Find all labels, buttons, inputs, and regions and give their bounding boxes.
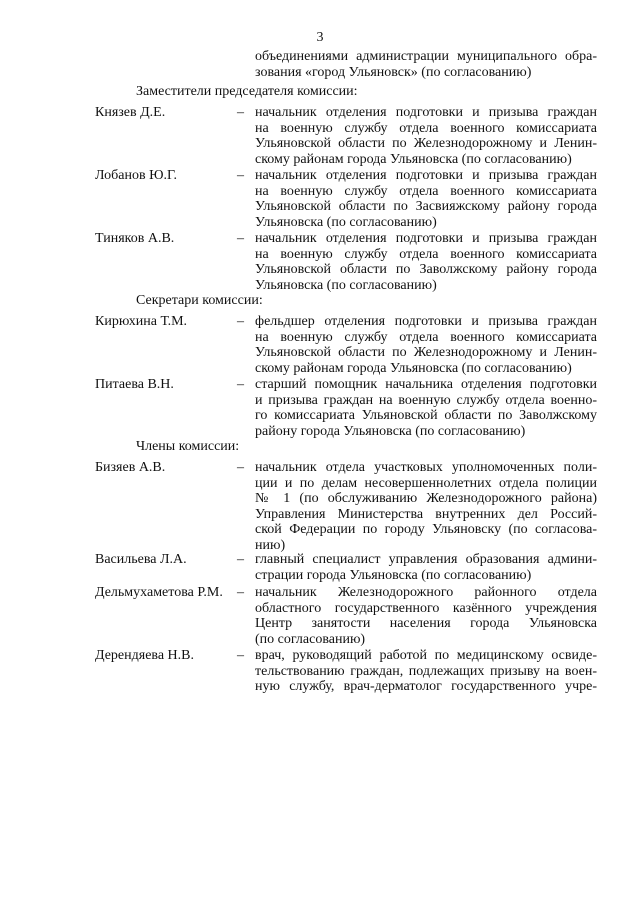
description-line: начальник Железнодорожного районного отдела (255, 585, 597, 600)
description-line: Ульяновской области по Железнодорожному и Ленин- (255, 136, 597, 152)
description-line: фельдшер отделения подготовки и призыва граждан (255, 314, 597, 329)
member-name: Кирюхина Т.М. (95, 314, 188, 329)
section-heading-members: Члены комиссии: (136, 439, 240, 454)
description-line: ской Федерации по городу Ульяновску (по согласова- (255, 522, 597, 538)
member-description (255, 168, 597, 230)
member-dash: – (237, 460, 244, 475)
description-line: нию) (255, 537, 286, 553)
description-line: на военную службу отдела военного комиссариата (255, 329, 597, 345)
member-name: Дерендяева Н.В. (95, 648, 195, 663)
member-dash: – (237, 314, 244, 329)
description-line: № 1 (по обслуживанию Железнодорожного района) (255, 491, 597, 507)
description-line: старший помощник начальника отделения подготовки (255, 377, 597, 392)
description-line: областного государственного казённого учреждения (255, 600, 597, 616)
page-number: 3 (316, 30, 324, 45)
member-dash: – (237, 105, 244, 120)
description-line: го комиссариата Ульяновской области по Заволжскому (255, 408, 597, 424)
section-heading-secretaries: Секретари комиссии: (136, 293, 263, 308)
member-dash: – (237, 377, 244, 392)
member-description (255, 585, 597, 647)
member-name: Питаева В.Н. (95, 377, 174, 392)
member-description (255, 460, 597, 554)
description-line: начальник отделения подготовки и призыва граждан (255, 168, 597, 183)
description-line: Ульяновской области по Железнодорожному и Ленин- (255, 345, 597, 361)
member-description (255, 648, 597, 695)
description-line: главный специалист управления образования админи- (255, 552, 597, 567)
member-name: Васильева Л.А. (95, 552, 187, 567)
member-description (255, 231, 597, 293)
description-line: и призыва граждан на военную службу отдела военно- (255, 392, 597, 408)
description-line: Управления Министерства внутренних дел Россий- (255, 506, 597, 522)
intro-line: объединениями администрации муниципального обра- (255, 49, 597, 64)
intro-line: зования «город Ульяновск» (по согласованию) (255, 64, 532, 80)
description-line: врач, руководящий работой по медицинскому освиде- (255, 648, 597, 663)
description-line: Ульяновска (по согласованию) (255, 277, 437, 293)
description-line: (по согласованию) (255, 631, 366, 647)
description-line: страции города Ульяновска (по согласованию) (255, 567, 532, 583)
description-line: начальник отделения подготовки и призыва граждан (255, 105, 597, 120)
description-line: Ульяновска (по согласованию) (255, 214, 437, 230)
member-description (255, 377, 597, 439)
member-dash: – (237, 231, 244, 246)
member-name: Князев Д.Е. (95, 105, 166, 120)
description-line: ную службу, врач-дерматолог государственного учре- (255, 679, 597, 695)
member-name: Дельмухаметова Р.М. (95, 585, 223, 600)
description-line: Ульяновской области по Заволжскому району города (255, 262, 597, 278)
member-name: Бизяев А.В. (95, 460, 166, 475)
member-description (255, 552, 597, 583)
description-line: Центр занятости населения города Ульяновска (255, 616, 597, 632)
section-heading-deputies: Заместители председателя комиссии: (136, 84, 358, 99)
description-line: на военную службу отдела военного комиссариата (255, 183, 597, 199)
description-line: ции и по делам несовершеннолетних отдела полиции (255, 475, 597, 491)
description-line: скому районам города Ульяновска (по согласованию) (255, 151, 572, 167)
description-line: тельствованию граждан, подлежащих призыву на воен- (255, 663, 597, 679)
description-line: району города Ульяновска (по согласованию) (255, 423, 526, 439)
description-line: на военную службу отдела военного комиссариата (255, 246, 597, 262)
description-line: начальник отдела участковых уполномоченных поли- (255, 460, 597, 475)
member-dash: – (237, 585, 244, 600)
member-dash: – (237, 168, 244, 183)
description-line: начальник отделения подготовки и призыва граждан (255, 231, 597, 246)
description-line: скому районам города Ульяновска (по согласованию) (255, 360, 572, 376)
member-dash: – (237, 552, 244, 567)
description-line: Ульяновской области по Засвияжскому району города (255, 199, 597, 215)
member-dash: – (237, 648, 244, 663)
member-description (255, 105, 597, 167)
member-name: Тиняков А.В. (95, 231, 175, 246)
description-line: на военную службу отдела военного комиссариата (255, 120, 597, 136)
member-description (255, 314, 597, 376)
intro-paragraph (255, 49, 597, 80)
member-name: Лобанов Ю.Г. (95, 168, 177, 183)
